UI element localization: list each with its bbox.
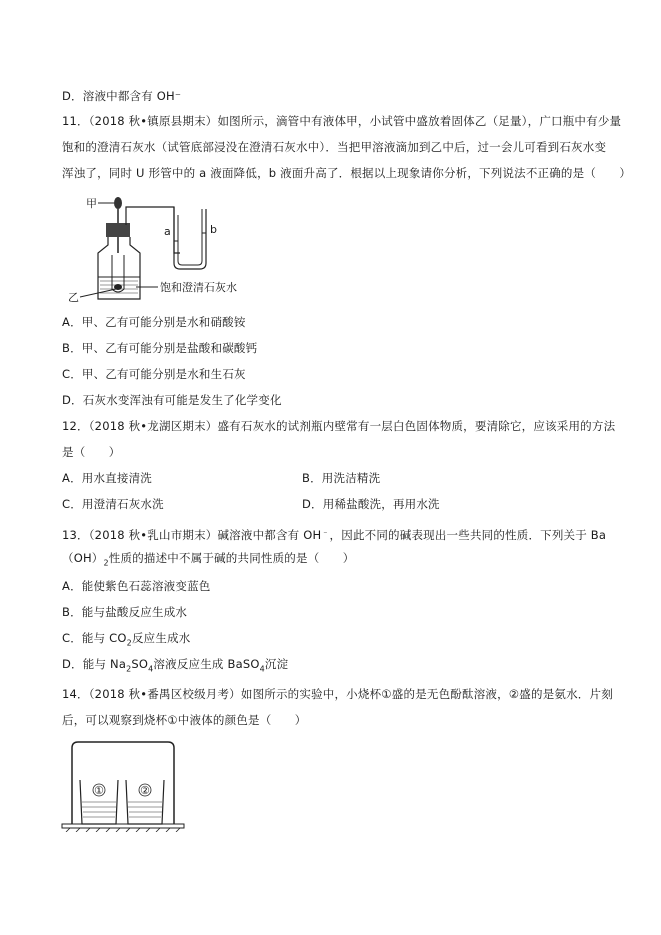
- label-limewater: 饱和澄清石灰水: [160, 281, 237, 294]
- q13-line2-part1: （OH）: [62, 551, 104, 565]
- bottle-stopper: [106, 223, 130, 237]
- q13-option-c-part1: C．能与 CO: [62, 631, 127, 645]
- q12-stem-line2: 是（ ）: [62, 445, 121, 459]
- q13-option-c: [62, 630, 190, 651]
- q13-option-d-part2: SO: [131, 657, 149, 671]
- q11-stem-line3: 浑浊了，同时 U 形管中的 a 液面降低，b 液面升高了．根据以上现象请你分析，下列说法不正确的是（ ）: [62, 166, 632, 180]
- q11-option-c: C．甲、乙有可能分别是水和生石灰: [62, 367, 246, 381]
- q10-option-d: D．溶液中都含有 OH⁻: [62, 89, 182, 103]
- label-a: a: [164, 225, 171, 238]
- q13-option-d: [62, 656, 288, 677]
- q12-option-a: A．用水直接清洗: [62, 471, 152, 485]
- q11-option-b: B．甲、乙有可能分别是盐酸和碳酸钙: [62, 341, 258, 355]
- q13-stem-line1: [62, 524, 606, 543]
- label-yi: 乙: [68, 291, 79, 304]
- q11-option-d: D．石灰水变浑浊有可能是发生了化学变化: [62, 393, 282, 407]
- q11-stem-line2: 饱和的澄清石灰水（试管底部浸没在澄清石灰水中）．当把甲溶液滴加到乙中后，过一会儿可看到石灰水变: [62, 140, 607, 154]
- base-plate: [62, 824, 184, 828]
- q12-option-b: B．用洗洁精洗: [302, 471, 381, 485]
- beaker-2-label: ②: [140, 784, 150, 797]
- q13-line1-part1: 13．（2018 秋•乳山市期末）碱溶液中都含有 OH: [62, 527, 322, 542]
- dropper-bulb: [114, 197, 122, 209]
- label-jia: 甲: [86, 197, 97, 210]
- q12-option-c: C．用澄清石灰水洗: [62, 497, 164, 511]
- q13-option-d-part1: D．能与 Na: [62, 657, 127, 671]
- q11-apparatus-figure: [60, 193, 300, 305]
- q13-option-d-sub3: 4: [259, 664, 265, 674]
- q13-line1-superscript: ﹣: [321, 527, 330, 536]
- q13-option-d-part3: 溶液反应生成 BaSO: [153, 657, 260, 671]
- q13-option-d-sub2: 4: [148, 664, 154, 674]
- u-tube-outer: [174, 207, 206, 269]
- q13-option-b: B．能与盐酸反应生成水: [62, 605, 188, 619]
- u-tube-inner: [178, 209, 202, 265]
- q14-stem-line2: 后，可以观察到烧杯①中液体的颜色是（ ）: [62, 713, 307, 727]
- q14-stem-line1: 14．（2018 秋•番禺区校级月考）如图所示的实验中，小烧杯①盛的是无色酚酞溶液，②盛的是氨水．片刻: [62, 687, 613, 701]
- q13-line1-part2: ，因此不同的碱表现出一些共同的性质．下列关于 Ba: [329, 527, 607, 542]
- q13-option-d-part4: 沉淀: [264, 657, 289, 671]
- q13-option-a: A．能使紫色石蕊溶液变蓝色: [62, 579, 211, 593]
- label-b: b: [210, 223, 217, 236]
- q11-option-a: A．甲、乙有可能分别是水和硝酸铵: [62, 315, 246, 329]
- q12-option-d: D．用稀盐酸洗，再用水洗: [302, 497, 440, 511]
- q13-stem-line2: [62, 550, 355, 571]
- q13-option-c-part2: 反应生成水: [131, 631, 191, 645]
- delivery-tube: [126, 207, 180, 253]
- beaker-1-liquid: [82, 802, 116, 817]
- beaker-2-liquid: [128, 802, 162, 817]
- q13-option-d-sub1: 2: [126, 664, 132, 674]
- beaker-1-label: ①: [94, 784, 104, 797]
- q13-option-c-subscript: 2: [126, 638, 132, 648]
- q11-stem-line1: 11．（2018 秋•镇原县期末）如图所示，滴管中有液体甲，小试管中盛放着固体乙（足量），广口瓶中有少量: [62, 114, 622, 128]
- q14-beaker-figure: [60, 740, 190, 832]
- base-hatching: [66, 828, 180, 832]
- q13-line2-subscript: 2: [103, 558, 109, 568]
- q13-line2-part2: 性质的描述中不属于碱的共同性质的是（ ）: [108, 551, 355, 565]
- q12-stem-line1: 12．（2018 秋•龙湖区期末）盛有石灰水的试剂瓶内壁常有一层白色固体物质，要清除它，应该采用的方法: [62, 419, 616, 433]
